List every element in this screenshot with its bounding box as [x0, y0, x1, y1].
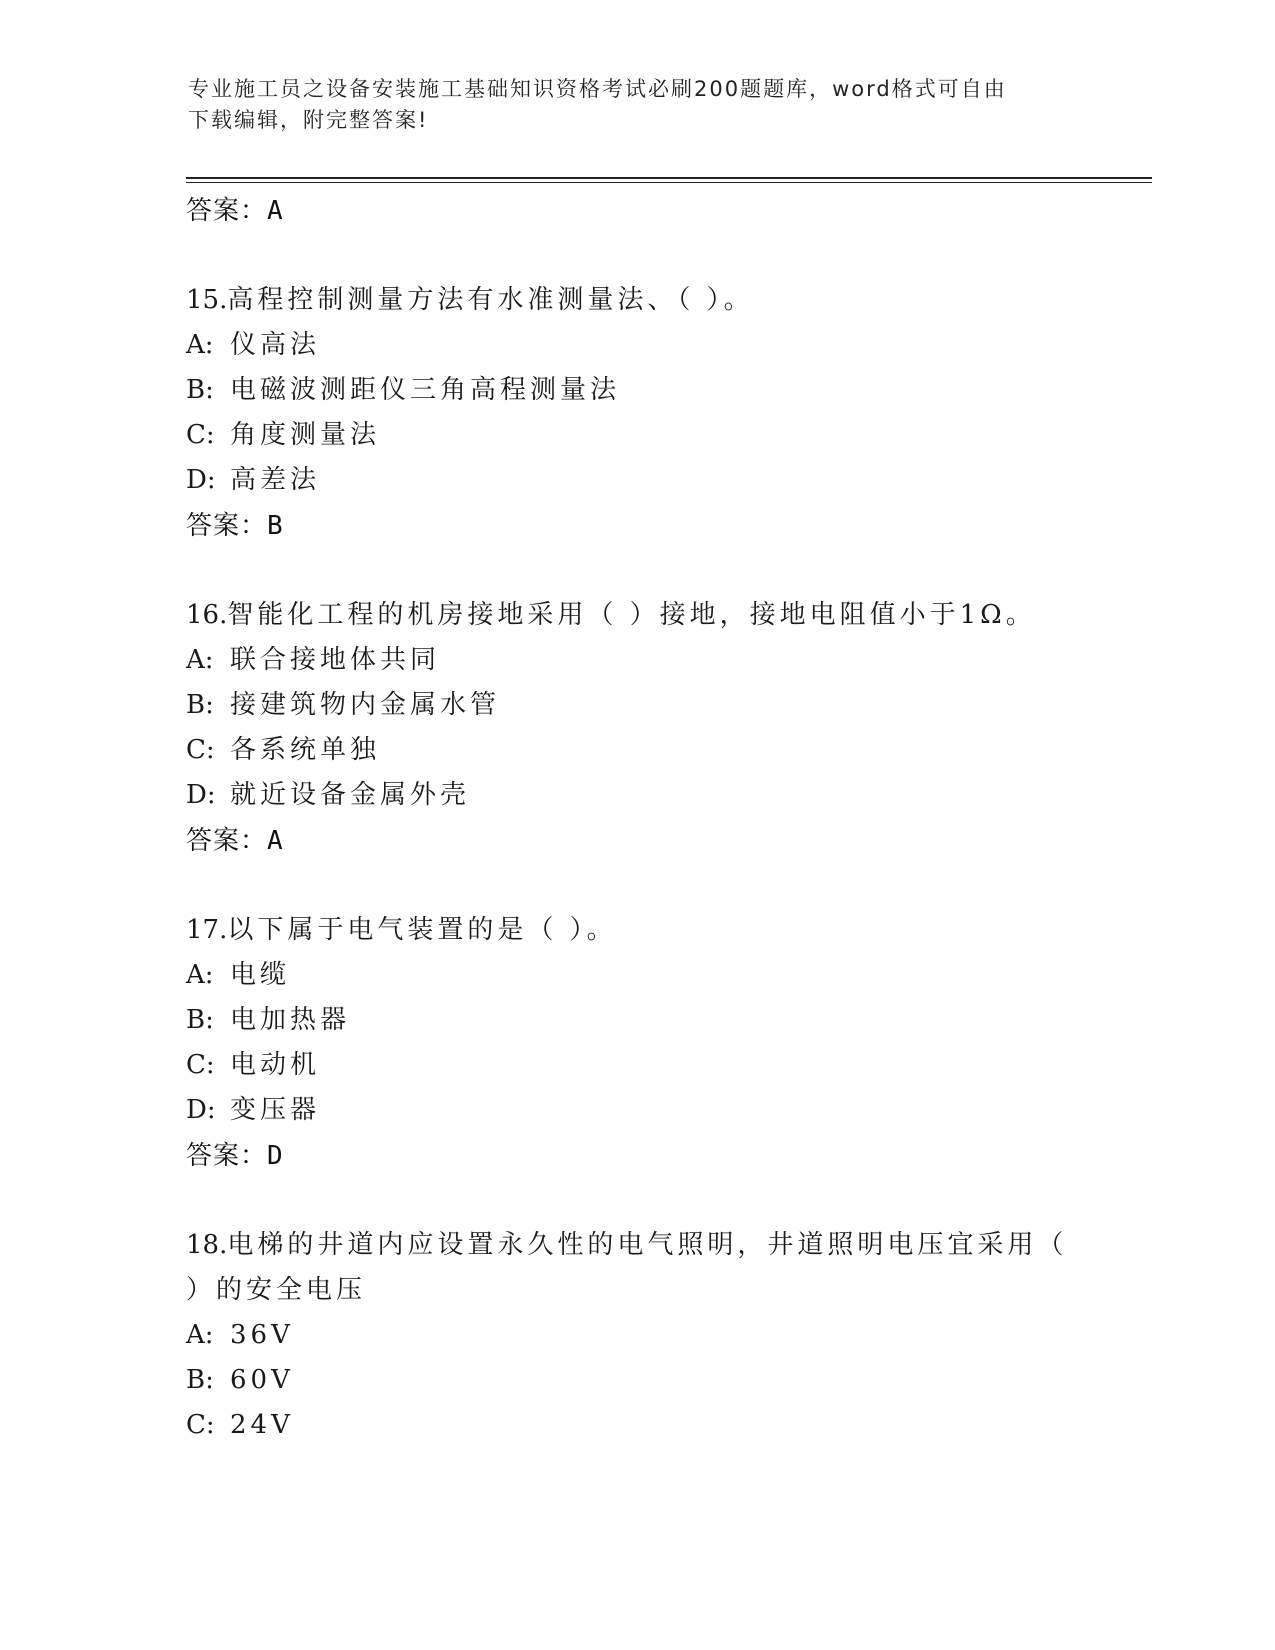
option-text: 电缆 [230, 960, 291, 990]
answer-value: B [267, 511, 284, 541]
question-text [186, 1223, 1086, 1313]
option-text: 各系统单独 [230, 735, 381, 765]
header-rule-thick [186, 177, 1152, 179]
option-letter: A: [186, 330, 214, 360]
question-number: 17. [186, 915, 228, 945]
answer-label: 答案： [186, 196, 268, 226]
option-text: 仪高法 [230, 330, 321, 360]
option-d [186, 773, 1086, 818]
option-letter: B: [186, 1365, 214, 1395]
option-text: 角度测量法 [230, 420, 381, 450]
option-text: 联合接地体共同 [230, 645, 441, 675]
option-c [186, 413, 1086, 458]
option-d [186, 1088, 1086, 1133]
answer-value: D [267, 1141, 284, 1171]
option-letter: B: [186, 1005, 214, 1035]
option-b [186, 1358, 1086, 1403]
option-b [186, 368, 1086, 413]
option-letter: B: [186, 690, 214, 720]
option-letter: C: [186, 1050, 215, 1080]
question-stem: 高程控制测量方法有水准测量法、（ ）。 [227, 285, 754, 315]
question-number: 18. [186, 1230, 228, 1260]
option-a [186, 638, 1086, 683]
option-letter: A: [186, 1320, 214, 1350]
question-text [186, 908, 1086, 953]
option-text: 变压器 [230, 1095, 321, 1125]
question-stem: 以下属于电气装置的是（ ）。 [227, 915, 617, 945]
question-text [186, 593, 1086, 638]
option-text: 接建筑物内金属水管 [230, 690, 501, 720]
option-a [186, 1313, 1086, 1358]
answer-line [186, 1133, 1086, 1179]
option-letter: B: [186, 375, 214, 405]
option-c [186, 728, 1086, 773]
header-line-2: 下载编辑，附完整答案! [188, 108, 429, 132]
option-text: 60V [230, 1365, 294, 1395]
option-letter: D: [186, 780, 216, 810]
document-header [188, 74, 1068, 136]
option-letter: A: [186, 960, 214, 990]
option-text: 电加热器 [230, 1005, 351, 1035]
option-d [186, 458, 1086, 503]
option-letter: D: [186, 1095, 216, 1125]
option-text: 高差法 [230, 465, 321, 495]
option-text: 电动机 [230, 1050, 321, 1080]
option-c [186, 1043, 1086, 1088]
option-letter: D: [186, 465, 216, 495]
previous-answer [186, 188, 1086, 234]
answer-value: A [267, 826, 284, 856]
option-a [186, 323, 1086, 368]
question-number: 16. [186, 600, 228, 630]
answer-label: 答案： [186, 511, 268, 541]
question-stem: 电梯的井道内应设置永久性的电气照明，井道照明电压宜采用（ ）的安全电压 [186, 1230, 1068, 1305]
answer-line [186, 818, 1086, 864]
answer-line [186, 503, 1086, 549]
option-b [186, 683, 1086, 728]
question-text [186, 278, 1086, 323]
option-text: 电磁波测距仪三角高程测量法 [230, 375, 621, 405]
option-c [186, 1403, 1086, 1448]
option-b [186, 998, 1086, 1043]
question-stem: 智能化工程的机房接地采用（ ）接地，接地电阻值小于1Ω。 [227, 600, 1036, 630]
option-text: 36V [230, 1320, 294, 1350]
answer-label: 答案： [186, 826, 268, 856]
answer-value: A [267, 196, 284, 226]
header-line-1: 专业施工员之设备安装施工基础知识资格考试必刷200题题库，word格式可自由 [188, 77, 1007, 101]
answer-label: 答案： [186, 1141, 268, 1171]
option-letter: C: [186, 420, 215, 450]
option-letter: C: [186, 1410, 215, 1440]
header-rule-thin [186, 182, 1152, 183]
question-list [186, 188, 1086, 1448]
option-letter: A: [186, 645, 214, 675]
option-letter: C: [186, 735, 215, 765]
question-number: 15. [186, 285, 228, 315]
option-text: 24V [230, 1410, 294, 1440]
option-a [186, 953, 1086, 998]
option-text: 就近设备金属外壳 [230, 780, 471, 810]
